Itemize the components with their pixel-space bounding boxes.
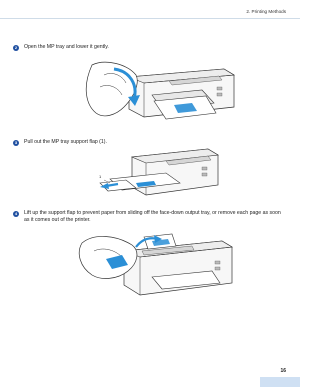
printer-illustration-lift-support-flap [72,229,237,303]
header-title: 2. Printing Methods [246,9,286,14]
figure-callout-1: 1 [99,174,102,179]
step-4 [13,210,285,224]
page-number: 16 [280,368,286,374]
printer-illustration-open-mp-tray [74,57,239,125]
step-text: Pull out the MP tray support flap (1). [24,139,107,145]
step-number-badge: 3 [14,139,18,145]
step-text: Lift up the support flap to prevent paper from sliding off the face-down output tray, or remove each page as soon as it comes out of the printer. [24,210,281,223]
printer-illustration-pull-support-flap [96,143,224,203]
step-number-badge: 2 [14,44,18,50]
header-rule [0,18,300,19]
page-tab [260,377,300,387]
step-number-badge: 4 [14,210,18,216]
step-2 [13,44,285,51]
step-text: Open the MP tray and lower it gently. [24,44,109,50]
